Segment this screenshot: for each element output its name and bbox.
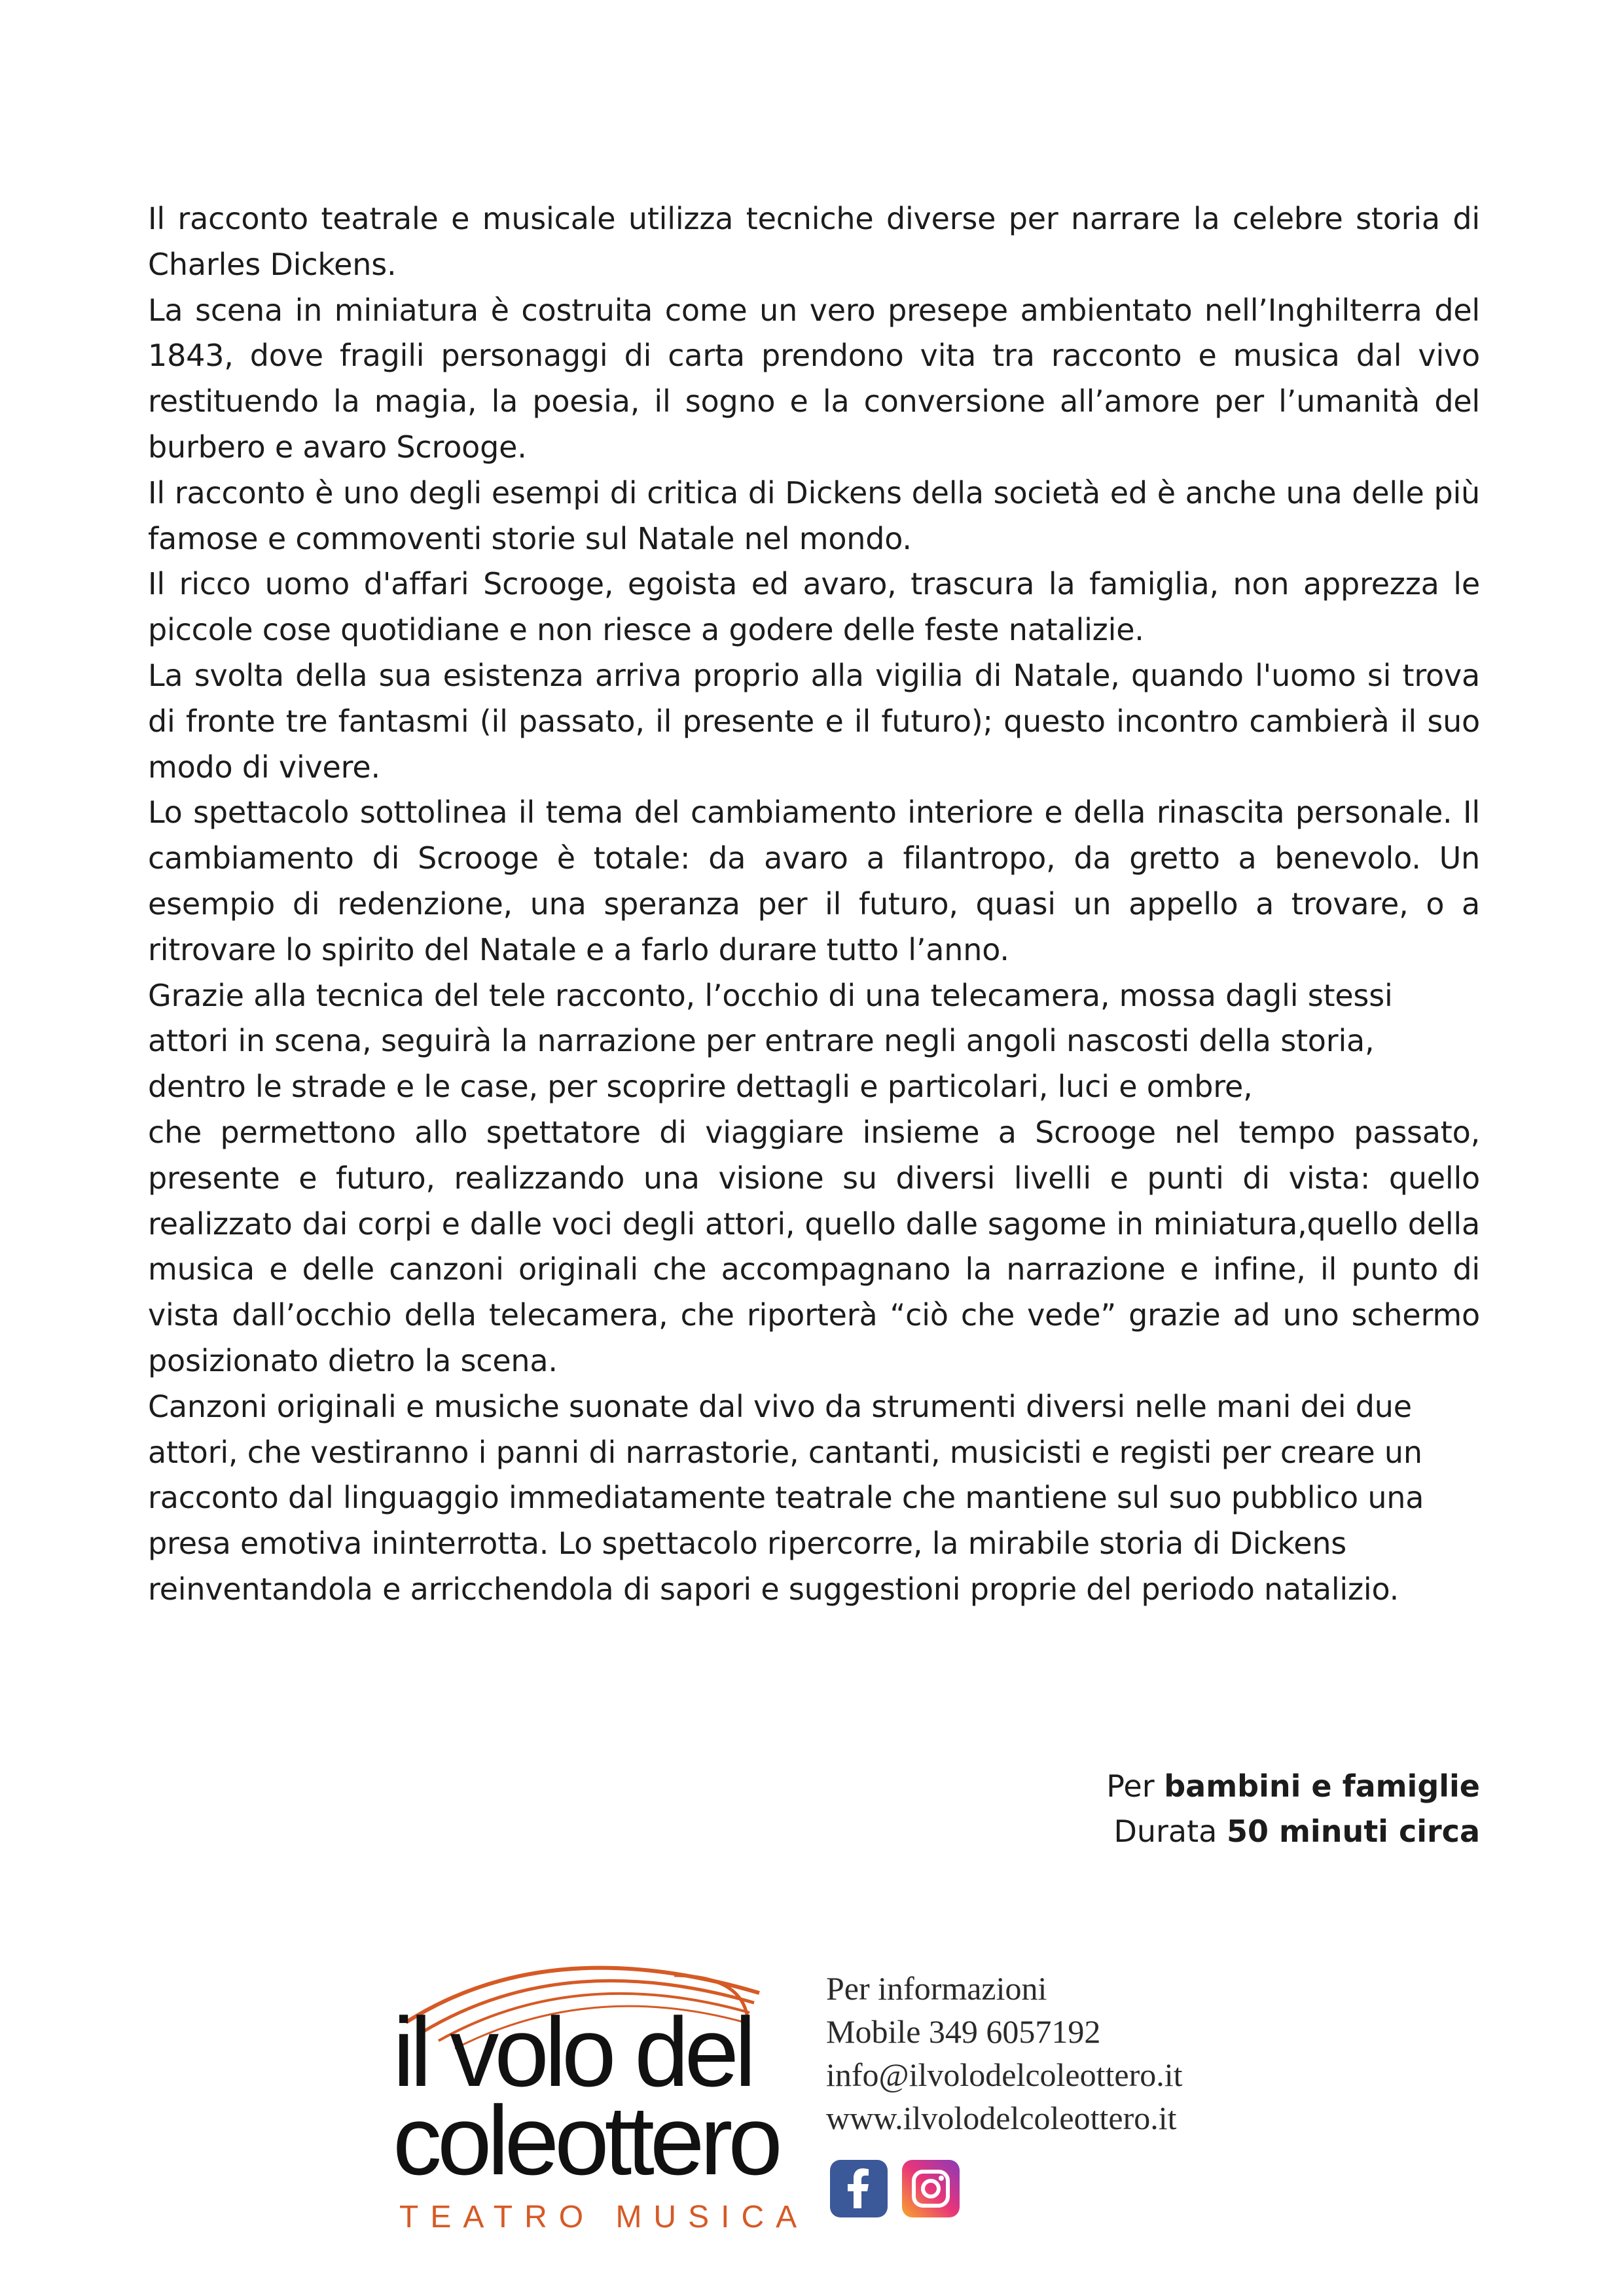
paragraph-1: Il racconto teatrale e musicale utilizza tecniche diverse per narrare la celebre storia di Charles Dickens. xyxy=(148,201,1480,282)
paragraph-4: Il ricco uomo d'affari Scrooge, egoista ed avaro, trascura la famiglia, non apprezza le piccole cose quotidiane e non riesce a godere delle feste natalizie. xyxy=(148,566,1480,648)
duration-line xyxy=(1106,1809,1480,1854)
paragraph-8: che permettono allo spettatore di viaggiare insieme a Scrooge nel tempo passato, presente e futuro, realizzando una visione su diversi livelli e punti di vista: quello realizzato dai corpi e dalle voci degli attori, quello dalle sagome in miniatura,quello della musica e delle canzoni originali che accompagnano la narrazione e infine, il punto di vista dall’occhio della telecamera, che riporterà “ciò che vede” grazie ad uno schermo posizionato dietro la scena. xyxy=(148,1114,1480,1378)
body-text xyxy=(148,196,1480,1613)
contact-email: info@ilvolodelcoleottero.it xyxy=(826,2056,1183,2093)
facebook-icon xyxy=(830,2160,888,2217)
paragraph-2: La scena in miniatura è costruita come un vero presepe ambientato nell’Inghilterra del 1843, dove fragili personaggi di carta prendono vita tra racconto e musica dal vivo restituendo la magia, la poesia, il sogno e la conversione all’amore per l’umanità del burbero e avaro Scrooge. xyxy=(148,292,1480,465)
audience-line xyxy=(1106,1764,1480,1809)
logo-tagline: TEATRO MUSICA xyxy=(399,2200,809,2234)
audience-value: bambini e famiglie xyxy=(1164,1768,1480,1804)
contact-mobile: Mobile 349 6057192 xyxy=(826,2013,1101,2050)
instagram-icon xyxy=(902,2160,960,2217)
logo-text-line2: coleottero xyxy=(393,2085,778,2195)
duration-value: 50 minuti circa xyxy=(1226,1814,1480,1849)
company-logo xyxy=(393,1924,809,2251)
audience-label: Per xyxy=(1106,1768,1164,1804)
paragraph-5: La svolta della sua esistenza arriva proprio alla vigilia di Natale, quando l'uomo si trova di fronte tre fantasmi (il passato, il presente e il futuro); questo incontro cambierà il suo modo di vivere. xyxy=(148,657,1480,785)
contact-website: www.ilvolodelcoleottero.it xyxy=(826,2100,1177,2136)
duration-label: Durata xyxy=(1113,1814,1227,1849)
logo-text-line1: il volo del xyxy=(393,1997,752,2107)
paragraph-7: Grazie alla tecnica del tele racconto, l’occhio di una telecamera, mossa dagli stessi attori in scena, seguirà la narrazione per entrare negli angoli nascosti della storia, dentro le strade e le case, per scoprire dettagli e particolari, luci e ombre, xyxy=(148,977,1393,1105)
paragraph-6: Lo spettacolo sottolinea il tema del cambiamento interiore e della rinascita personale. Il cambiamento di Scrooge è totale: da avaro a filantropo, da gretto a benevolo. Un esempio di redenzione, una speranza per il futuro, quasi un appello a trovare, o a ritrovare lo spirito del Natale e a farlo durare tutto l’anno. xyxy=(148,795,1480,967)
contact-heading: Per informazioni xyxy=(826,1970,1047,2007)
paragraph-3: Il racconto è uno degli esempi di critica di Dickens della società ed è anche una delle più famose e commoventi storie sul Natale nel mondo. xyxy=(148,475,1480,556)
contact-block xyxy=(826,1967,1183,2140)
paragraph-9: Canzoni originali e musiche suonate dal vivo da strumenti diversi nelle mani dei due attori, che vestiranno i panni di narrastorie, cantanti, musicisti e registi per creare un racconto dal linguaggio immediatamente teatrale che mantiene sul suo pubblico una presa emotiva ininterrotta. Lo spettacolo ripercorre, la mirabile storia di Dickens reinventandola e arricchendola di sapori e suggestioni proprie del periodo natalizio. xyxy=(148,1388,1424,1607)
show-info xyxy=(1106,1764,1480,1854)
